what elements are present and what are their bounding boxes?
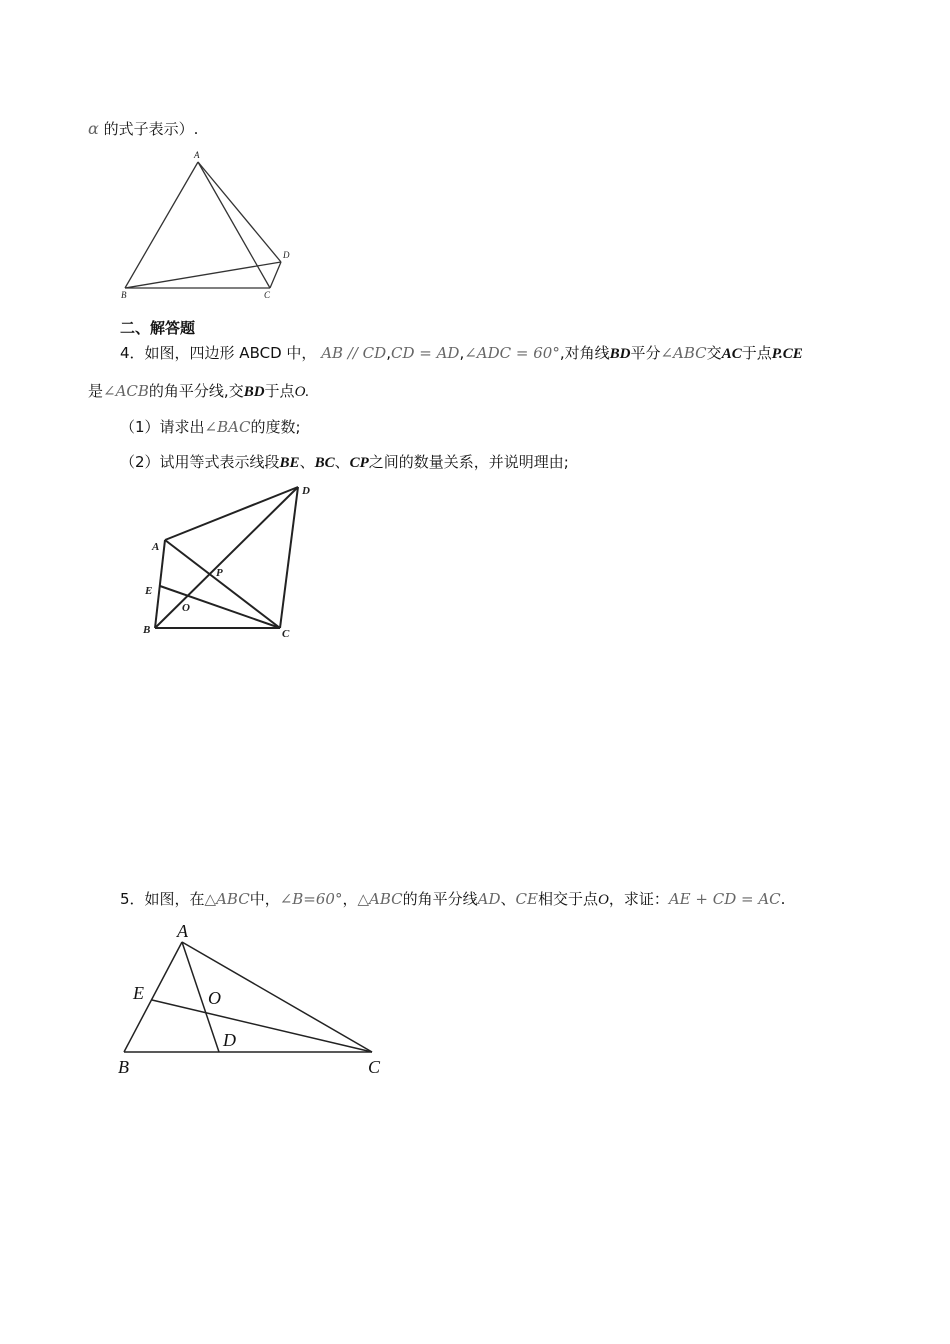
fig1-label-a: A [194, 150, 200, 160]
q4-be: BE [279, 455, 300, 471]
fig2-label-p: P [216, 567, 223, 579]
q4-text6: 于点 [264, 382, 295, 400]
q5-math-ad: AD [477, 890, 501, 908]
q5-math-triangle1: △ABC [204, 890, 250, 908]
q4-math-angle-abc: ∠ABC [660, 344, 707, 362]
q4-math-angle-adc: ∠ADC = 60° [464, 344, 560, 362]
q5-math-angle-b: ∠B=60° [279, 890, 343, 908]
q4-sub2-pre: （2）试用等式表示线段 [120, 453, 280, 471]
q4-o: O. [294, 384, 310, 400]
fig3-label-o: O [208, 988, 221, 1008]
q4-shi: 是 [88, 382, 104, 400]
q5-text6: ，求证： [608, 890, 669, 908]
fig2-label-b: B [143, 624, 151, 636]
fig3-label-d: D [223, 1030, 236, 1050]
fig3-label-b: B [118, 1057, 129, 1077]
q4-comma1: , [386, 344, 391, 362]
q4-text1: ,对角线 [559, 344, 610, 362]
fig3-label-a: A [177, 921, 188, 941]
q5-number: 5．如图，在 [120, 890, 205, 908]
q4-text3: 交 [706, 344, 722, 362]
q4-pce: P.CE [771, 346, 803, 362]
q5-text3: 的角平分线 [402, 890, 478, 908]
q5-text2: ， [342, 890, 358, 908]
q4-math-angle-acb: ∠ACB [103, 382, 149, 400]
q4-cp: CP [349, 455, 369, 471]
fig3-label-c: C [368, 1057, 381, 1077]
section-heading: 二、解答题 [120, 319, 196, 337]
q5-text5: 相交于点 [537, 890, 598, 908]
fig1-label-b: B [121, 290, 127, 300]
q4-bd: BD [609, 346, 631, 362]
fig2-label-d: D [302, 485, 310, 497]
top-line-text: 的式子表示）. [103, 120, 199, 138]
fig1-label-d: D [283, 250, 290, 260]
q4-number: 4．如图，四边形 ABCD 中， [120, 344, 317, 362]
q4-math-ab-cd: AB // CD [321, 344, 387, 362]
q4-text2: 平分 [630, 344, 661, 362]
q4-math-cd-ad: CD = AD [390, 344, 460, 362]
q4-text5: 的角平分线,交 [148, 382, 244, 400]
fig2-label-e: E [145, 585, 153, 597]
q5-end: . [780, 890, 786, 908]
q5-text4: 、 [500, 890, 516, 908]
q4-dun1: 、 [299, 453, 315, 471]
fig1-label-c: C [264, 290, 271, 300]
q4-sub1-math: ∠BAC [204, 418, 251, 436]
q4-comma2: , [459, 344, 465, 362]
q5-math-triangle2: △ABC [357, 890, 403, 908]
q4-text4: 于点 [741, 344, 772, 362]
q4-ac: AC [721, 346, 742, 362]
q4-dun2: 、 [334, 453, 350, 471]
fig2-label-a: A [152, 541, 160, 553]
q4-bd2: BD [243, 384, 265, 400]
alpha-symbol: α [88, 119, 99, 138]
q4-sub1-pre: （1）请求出 [120, 418, 205, 436]
q5-math-ce: CE [515, 890, 538, 908]
q4-bc: BC [314, 455, 335, 471]
q5-math-proof: AE + CD = AC [668, 890, 781, 908]
q4-sub1-post: 的度数; [250, 418, 301, 436]
q5-o: O [597, 892, 609, 908]
fig2-label-o: O [182, 602, 190, 614]
fig3-label-e: E [133, 983, 144, 1003]
q5-text1: 中， [249, 890, 280, 908]
q4-sub2-post: 之间的数量关系，并说明理由; [368, 453, 569, 471]
fig2-label-c: C [282, 628, 290, 640]
